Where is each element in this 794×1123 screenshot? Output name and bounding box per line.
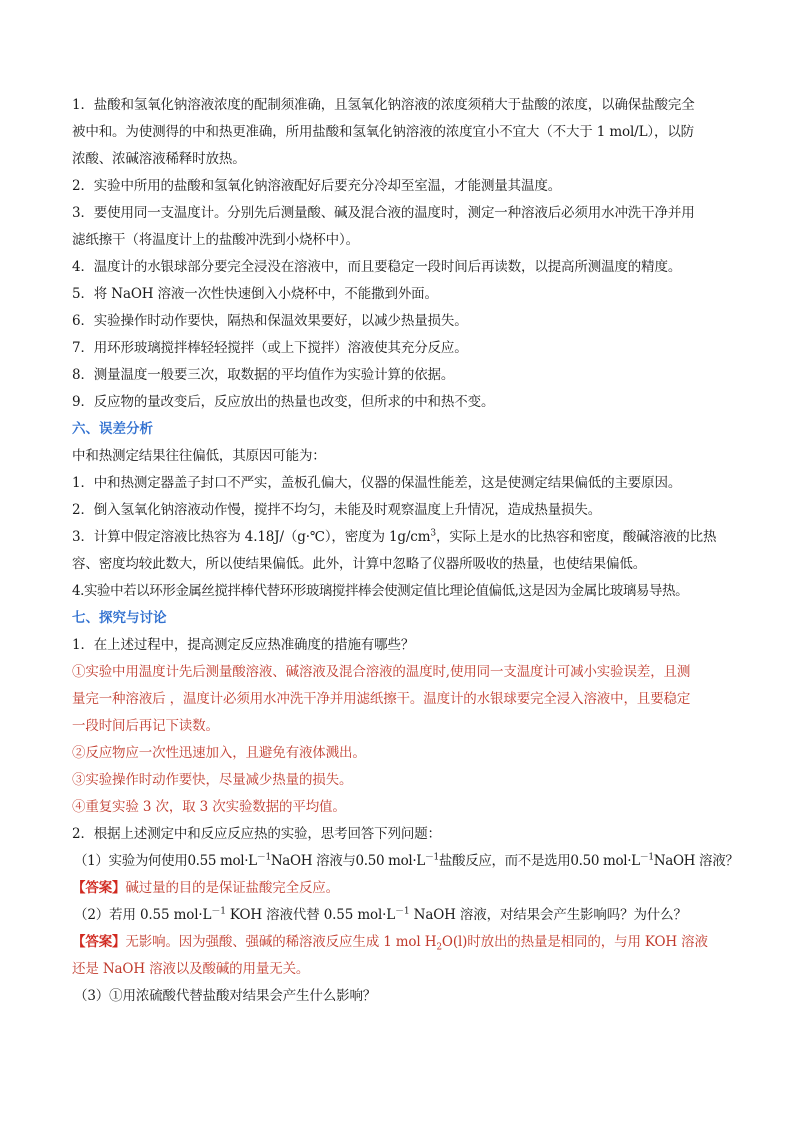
note-2: 2．实验中所用的盐酸和氢氧化钠溶液配好后要充分冷却至室温，才能测量其温度。 (72, 178, 562, 194)
superscript: 3 (430, 528, 436, 539)
answer-2-1-text: 碱过量的目的是保证盐酸完全反应。 (125, 880, 340, 896)
q2-1-text-c: 盐酸反应，而不是选用0.50 mol·L (438, 853, 640, 869)
note-3-line-2: 滤纸擦干（将温度计上的盐酸冲洗到小烧杯中）。 (72, 232, 359, 248)
discussion-section (72, 605, 739, 1010)
note-6: 6．实验操作时动作要快，隔热和保温效果要好，以减少热量损失。 (72, 313, 468, 329)
superscript: －1 (395, 906, 410, 917)
q2-2-text-a: （2）若用 0.55 mol·L (74, 907, 212, 923)
answer-2-2-text-a: 无影响。因为强酸、强碱的稀溶液反应生成 1 mol H (125, 934, 437, 950)
note-4: 4．温度计的水银球部分要完全浸没在溶液中，而且要稳定一段时间后再读数，以提高所测温度的精度。 (72, 259, 682, 275)
answer-1-point-4: ④重复实验 3 次，取 3 次实验数据的平均值。 (72, 799, 346, 815)
answer-2-2-line-1 (72, 929, 722, 956)
answer-2-2-text-b: O(l)时放出的热量是相同的，与用 KOH 溶液 (441, 934, 708, 950)
error-item-4: 4.实验中若以环形金属丝搅拌棒代替环形玻璃搅拌棒会使测定值比理论值偏低,这是因为金属比玻璃易导热。 (72, 583, 689, 599)
note-5: 5．将 NaOH 溶液一次性快速倒入小烧杯中，不能撒到外面。 (72, 286, 438, 302)
answer-tag: 【答案】 (72, 934, 126, 950)
q2-1-text-d: NaOH 溶液？ (653, 853, 739, 869)
superscript: －1 (256, 852, 271, 863)
answer-1-line-2: 量完一种溶液后 ，温度计必须用水冲洗干净并用滤纸擦干。温度计的水银球要完全浸入溶液中，且要稳定 (72, 691, 691, 707)
error-item-2: 2．倒入氢氧化钠溶液动作慢，搅拌不均匀，未能及时观察温度上升情况，造成热量损失。 (72, 502, 602, 518)
answer-1-point-3: ③实验操作时动作要快，尽量减少热量的损失。 (72, 772, 353, 788)
note-8: 8．测量温度一般要三次，取数据的平均值作为实验计算的依据。 (72, 367, 455, 383)
section-heading-error-analysis: 六、误差分析 (72, 421, 153, 437)
answer-1-line-1: ①实验中用温度计先后测量酸溶液、碱溶液及混合溶液的温度时,使用同一支温度计可减小实验误差，且测 (72, 664, 691, 680)
notes-section (72, 92, 722, 416)
question-2: 2．根据上述测定中和反应反应热的实验，思考回答下列问题： (72, 826, 441, 842)
note-3-line-1: 3．要使用同一支温度计。分别先后测量酸、碱及混合液的温度时，测定一种溶液后必须用水冲洗干净并用 (72, 205, 695, 221)
question-1: 1．在上述过程中，提高测定反应热准确度的措施有哪些？ (72, 637, 415, 653)
q2-1-text-b: NaOH 溶液与0.50 mol·L (270, 853, 425, 869)
error-item-3-text-a: 3．计算中假定溶液比热容为 4.18J/（g·℃），密度为 1g/cm (72, 529, 431, 545)
error-item-3-text-b: ，实际上是水的比热容和密度，酸碱溶液的比热 (435, 529, 717, 545)
answer-tag: 【答案】 (72, 880, 126, 896)
superscript: －1 (211, 906, 226, 917)
answer-1-line-3: 一段时间后再记下读数。 (72, 718, 219, 734)
note-7: 7．用环形玻璃搅拌棒轻轻搅拌（或上下搅拌）溶液使其充分反应。 (72, 340, 468, 356)
subscript: 2 (436, 942, 442, 953)
q2-1-text-a: （1）实验为何使用0.55 mol·L (74, 853, 257, 869)
note-1-line-2: 被中和。为使测得的中和热更准确，所用盐酸和氢氧化钠溶液的浓度宜小不宜大（不大于 1 mol/L），以防 (72, 124, 695, 140)
error-analysis-section (72, 416, 722, 605)
superscript: －1 (639, 852, 654, 863)
error-item-1: 1．中和热测定器盖子封口不严实，盖板孔偏大，仪器的保温性能差，这是使测定结果偏低的主要原因。 (72, 475, 682, 491)
answer-1-point-2: ②反应物应一次性迅速加入，且避免有液体溅出。 (72, 745, 366, 761)
section-heading-discussion: 七、探究与讨论 (72, 610, 167, 626)
error-item-3-line-2: 容、密度均较此数大，所以使结果偏低。此外，计算中忽略了仪器所吸收的热量，也使结果偏低。 (72, 556, 647, 572)
note-1-line-1: 1．盐酸和氢氧化钠溶液浓度的配制须准确，且氢氧化钠溶液的浓度须稍大于盐酸的浓度，以确保盐酸完全 (72, 97, 695, 113)
question-2-2 (72, 902, 722, 929)
note-9: 9．反应物的量改变后，反应放出的热量也改变，但所求的中和热不变。 (72, 394, 495, 410)
error-intro: 中和热测定结果往往偏低，其原因可能为： (72, 448, 326, 464)
answer-2-1 (72, 875, 722, 902)
note-1-line-3: 浓酸、浓碱溶液稀释时放热。 (72, 151, 246, 167)
answer-2-2-line-2: 还是 NaOH 溶液以及酸碱的用量无关。 (72, 961, 310, 977)
question-2-3: （3）①用浓硫酸代替盐酸对结果会产生什么影响？ (74, 988, 377, 1004)
document-page (72, 92, 739, 1010)
superscript: －1 (424, 852, 439, 863)
error-item-3-line-1 (72, 524, 722, 551)
q2-2-text-b: KOH 溶液代替 0.55 mol·L (225, 907, 396, 923)
q2-2-text-c: NaOH 溶液，对结果会产生影响吗？为什么？ (409, 907, 687, 923)
question-2-1 (72, 848, 739, 875)
